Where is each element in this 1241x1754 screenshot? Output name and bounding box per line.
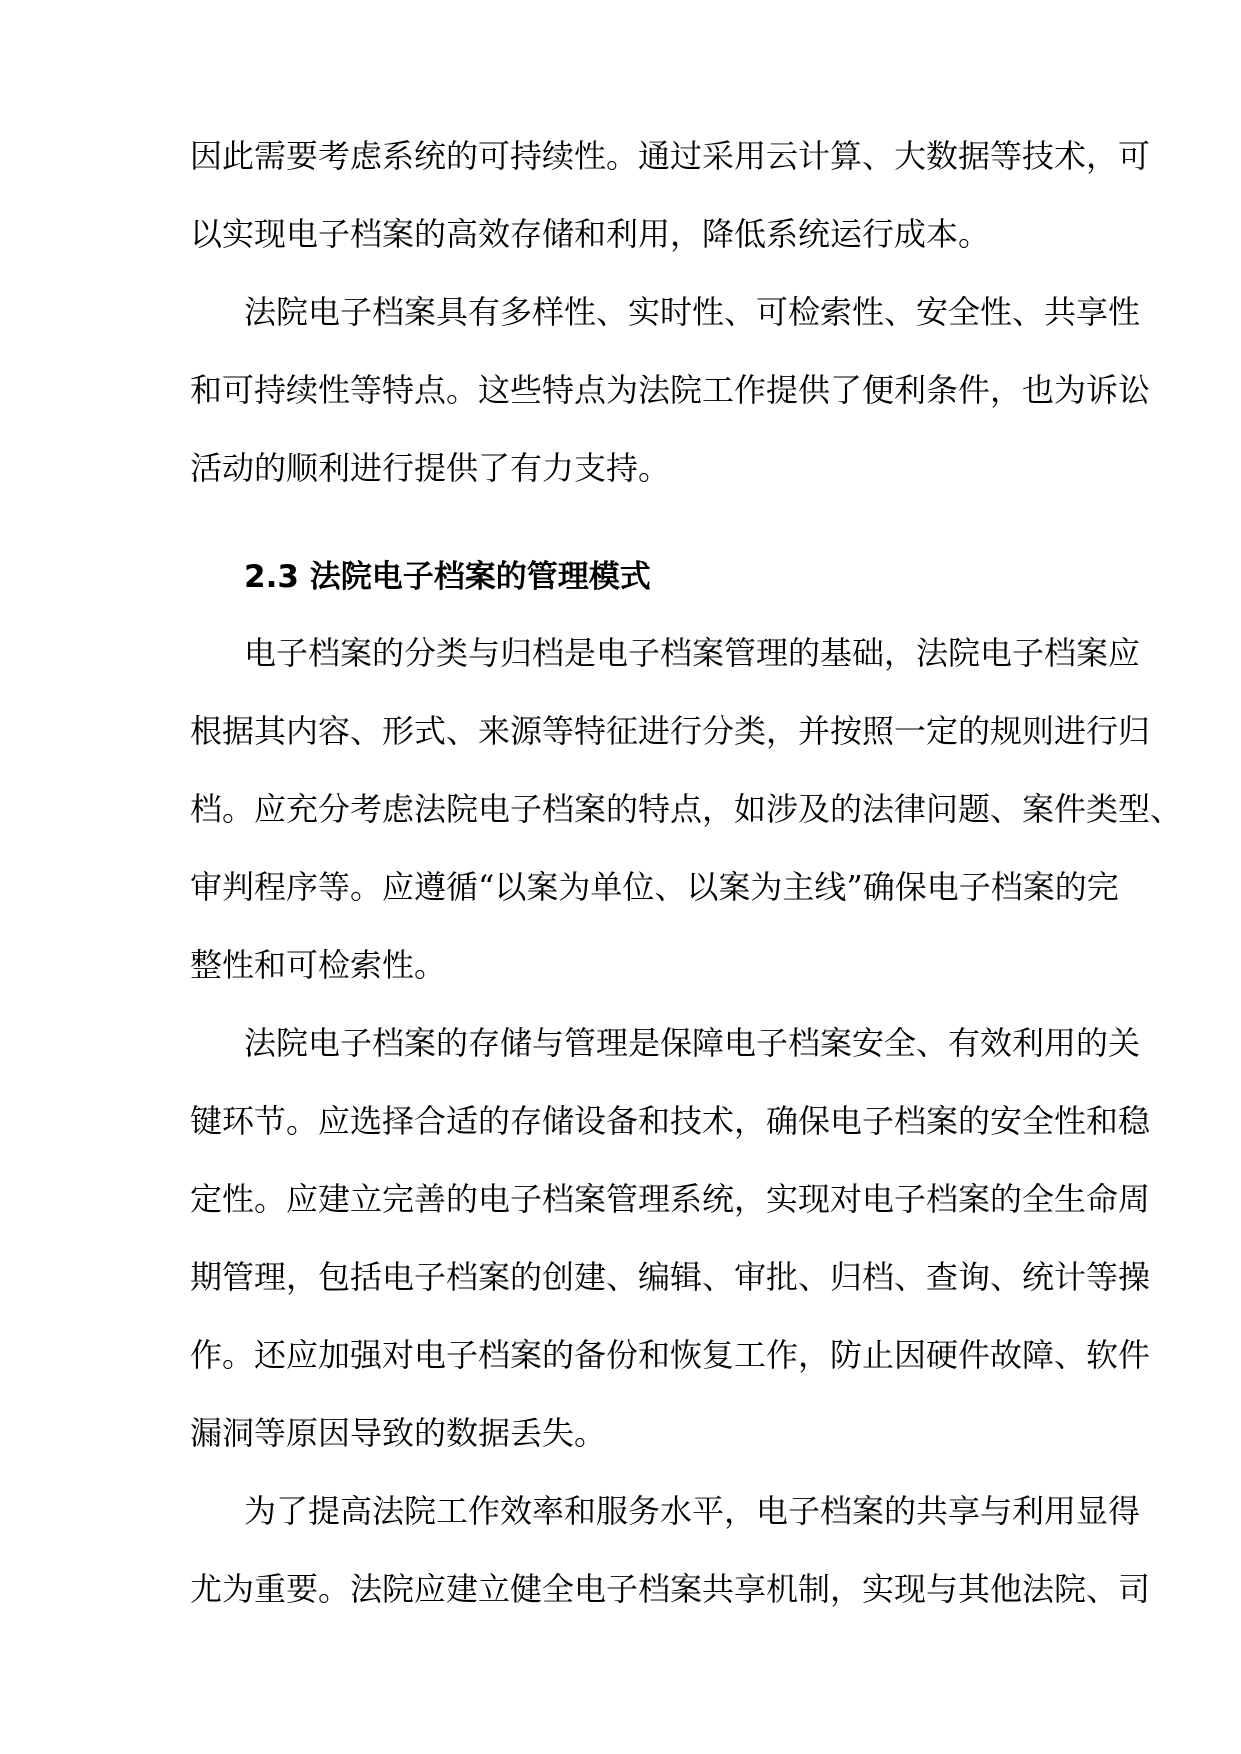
- paragraph-line: 电子档案的分类与归档是电子档案管理的基础，法院电子档案应: [244, 634, 1141, 672]
- paragraph-line: 尤为重要。法院应建立健全电子档案共享机制，实现与其他法院、司: [190, 1570, 1151, 1608]
- paragraph-line: 根据其内容、形式、来源等特征进行分类，并按照一定的规则进行归: [190, 712, 1151, 750]
- paragraph-line: 以实现电子档案的高效存储和利用，降低系统运行成本。: [190, 215, 991, 253]
- paragraph-line: 定性。应建立完善的电子档案管理系统，实现对电子档案的全生命周: [190, 1180, 1151, 1218]
- paragraph-line: 审判程序等。应遵循“以案为单位、以案为主线”确保电子档案的完: [190, 868, 1119, 906]
- paragraph-line: 因此需要考虑系统的可持续性。通过采用云计算、大数据等技术，可: [190, 137, 1151, 175]
- paragraph-line: 期管理，包括电子档案的创建、编辑、审批、归档、查询、统计等操: [190, 1258, 1151, 1296]
- paragraph-line: 整性和可检索性。: [190, 946, 447, 984]
- paragraph-line: 法院电子档案具有多样性、实时性、可检索性、安全性、共享性: [244, 293, 1141, 331]
- section-heading: 2.3 法院电子档案的管理模式: [244, 559, 651, 595]
- paragraph-line: 档。应充分考虑法院电子档案的特点，如涉及的法律问题、案件类型、: [190, 790, 1183, 828]
- paragraph-line: 作。还应加强对电子档案的备份和恢复工作，防止因硬件故障、软件: [190, 1336, 1151, 1374]
- paragraph-line: 活动的顺利进行提供了有力支持。: [190, 449, 671, 487]
- paragraph-line: 为了提高法院工作效率和服务水平，电子档案的共享与利用显得: [244, 1492, 1141, 1530]
- paragraph-line: 键环节。应选择合适的存储设备和技术，确保电子档案的安全性和稳: [190, 1102, 1151, 1140]
- paragraph-line: 和可持续性等特点。这些特点为法院工作提供了便利条件，也为诉讼: [190, 371, 1151, 409]
- paragraph-line: 漏洞等原因导致的数据丢失。: [190, 1414, 607, 1452]
- paragraph-line: 法院电子档案的存储与管理是保障电子档案安全、有效利用的关: [244, 1024, 1141, 1062]
